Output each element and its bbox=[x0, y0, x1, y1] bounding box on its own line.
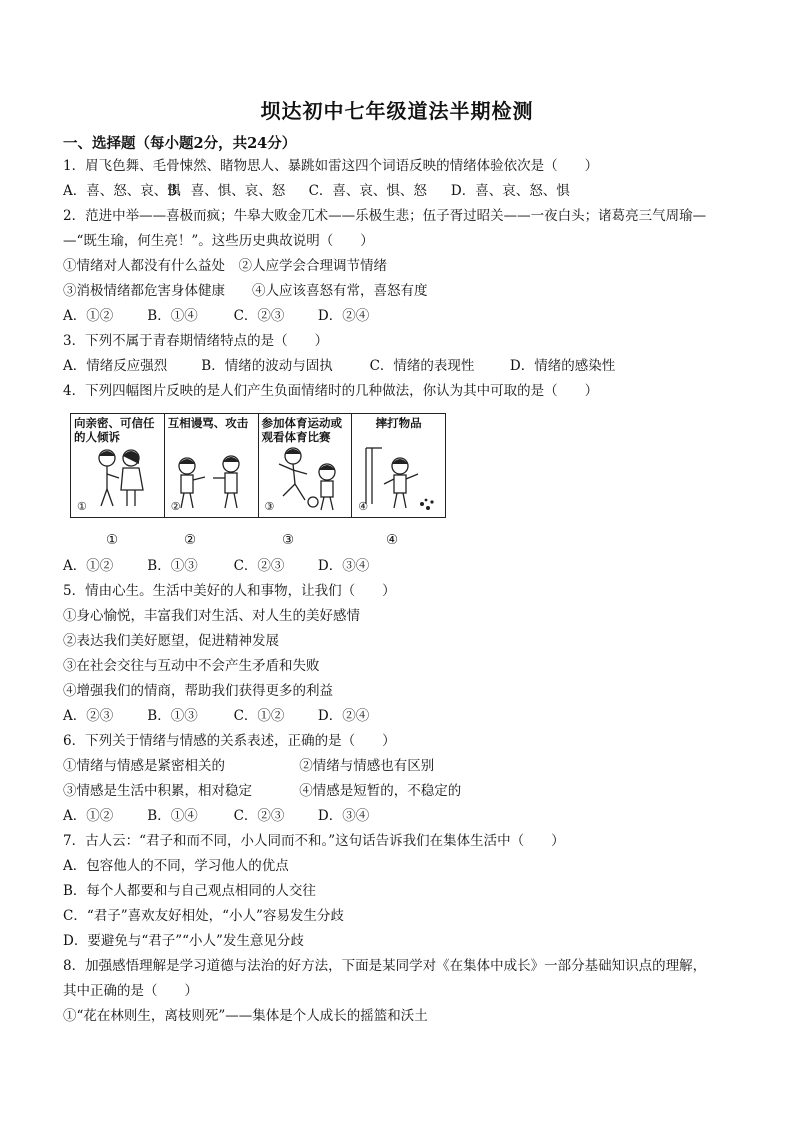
figure-label-1: ① bbox=[106, 532, 119, 548]
option-d: D．②④ bbox=[317, 708, 370, 724]
question-8-stem: 8．加强感悟理解是学习道德与法治的好方法，下面是某同学对《在集体中成长》一部分基础知识点的理解， bbox=[63, 958, 707, 974]
panel-caption: 互相谩骂、攻击 bbox=[167, 416, 249, 430]
panel-number: ② bbox=[170, 500, 181, 513]
question-6-items bbox=[63, 782, 461, 800]
option-a: A．②③ bbox=[63, 708, 114, 724]
question-2-stem: 2．范进中举——喜极而疯；牛皋大败金兀术——乐极生悲；伍子胥过昭关——一夜白头；诸葛亮三气周瑜— bbox=[63, 208, 707, 224]
option-d: D．②④ bbox=[317, 308, 370, 324]
figure-panel-3 bbox=[259, 414, 353, 517]
option-b: B．①③ bbox=[147, 708, 198, 724]
page-title: 坝达初中七年级道法半期检测 bbox=[260, 99, 534, 123]
question-7-stem: 7．古人云：“君子和而不同，小人同而不和。”这句话告诉我们在集体生活中（ ） bbox=[63, 833, 565, 849]
question-5-item: ①身心愉悦，丰富我们对生活、对人生的美好感情 bbox=[63, 608, 360, 624]
question-3-stem: 3．下列不属于青春期情绪特点的是（ ） bbox=[63, 333, 329, 349]
figure-label-3: ③ bbox=[282, 532, 295, 548]
panel-number: ③ bbox=[264, 500, 275, 513]
question-2-stem-continued: —“既生瑜，何生亮！”。这些历史典故说明（ ） bbox=[63, 233, 374, 249]
question-4-stem: 4．下列四幅图片反映的是人们产生负面情绪时的几种做法，你认为其中可取的是（ ） bbox=[63, 383, 599, 399]
question-7-option-b: B．每个人都要和与自己观点相同的人交往 bbox=[63, 883, 316, 899]
option-c: C．②③ bbox=[233, 558, 285, 574]
question-2-items: ③消极情绪都危害身体健康 ④人应该喜怒有常，喜怒有度 bbox=[63, 283, 428, 299]
option-b: B．①④ bbox=[147, 308, 198, 324]
option-b: B．①③ bbox=[147, 558, 198, 574]
question-6-items bbox=[63, 757, 434, 775]
question-4-figure bbox=[70, 413, 446, 518]
question-3-options bbox=[63, 357, 615, 375]
option-a: A．情绪反应强烈 bbox=[63, 358, 168, 374]
option-b: B．喜、惧、哀、怒 bbox=[167, 183, 286, 199]
option-c: C．②③ bbox=[233, 808, 285, 824]
question-7-option-d: D．要避免与“君子”“小人”发生意见分歧 bbox=[63, 933, 304, 949]
question-6-options bbox=[63, 807, 369, 825]
question-6-stem: 6．下列关于情绪与情感的关系表述，正确的是（ ） bbox=[63, 733, 396, 749]
option-c: C．情绪的表现性 bbox=[369, 358, 475, 374]
question-6-item: ①情绪与情感是紧密相关的 bbox=[63, 758, 225, 774]
option-b: B．情绪的波动与固执 bbox=[201, 358, 333, 374]
panel-caption: 参加体育运动或观看体育比赛 bbox=[261, 416, 342, 444]
question-1-options bbox=[63, 182, 570, 200]
figure-panel-1 bbox=[71, 414, 165, 517]
question-5-item: ④增强我们的情商，帮助我们获得更多的利益 bbox=[63, 683, 333, 699]
option-d: D．③④ bbox=[317, 808, 370, 824]
option-a: A．①② bbox=[63, 558, 114, 574]
question-6-item: ③情感是生活中积累，相对稳定 bbox=[63, 783, 252, 799]
question-6-item: ②情绪与情感也有区别 bbox=[299, 758, 435, 774]
question-5-item: ②表达我们美好愿望，促进精神发展 bbox=[63, 633, 279, 649]
question-1-stem: 1．眉飞色舞、毛骨悚然、睹物思人、暴跳如雷这四个词语反映的情绪体验依次是（ ） bbox=[63, 158, 599, 174]
figure-panel-2 bbox=[165, 414, 259, 517]
option-b: B．①④ bbox=[147, 808, 198, 824]
question-8-item: ①“花在林则生，离枝则死”——集体是个人成长的摇篮和沃土 bbox=[63, 1008, 428, 1024]
question-2-items: ①情绪对人都没有什么益处 ②人应学会合理调节情绪 bbox=[63, 258, 387, 274]
option-d: D．喜、哀、怒、惧 bbox=[450, 183, 570, 199]
option-c: C．②③ bbox=[233, 308, 285, 324]
option-d: D．③④ bbox=[317, 558, 370, 574]
question-2-options bbox=[63, 307, 369, 325]
question-6-item: ④情感是短暂的，不稳定的 bbox=[299, 783, 462, 799]
question-5-item: ③在社会交往与互动中不会产生矛盾和失败 bbox=[63, 658, 320, 674]
figure-label-2: ② bbox=[184, 532, 197, 548]
panel-number: ① bbox=[77, 500, 87, 513]
panel-caption: 向亲密、可信任的人倾诉 bbox=[74, 416, 155, 444]
option-d: D．情绪的感染性 bbox=[509, 358, 616, 374]
option-c: C．喜、哀、惧、怒 bbox=[308, 183, 427, 199]
figure-label-4: ④ bbox=[386, 532, 399, 548]
option-a: A．①② bbox=[63, 808, 114, 824]
panel-caption: 摔打物品 bbox=[375, 416, 422, 430]
question-5-stem: 5．情由心生。生活中美好的人和事物，让我们（ ） bbox=[63, 583, 396, 599]
panel-number: ④ bbox=[358, 500, 369, 513]
question-4-options bbox=[63, 557, 369, 575]
question-7-option-a: A．包容他人的不同，学习他人的优点 bbox=[63, 858, 289, 874]
question-8-stem-continued: 其中正确的是（ ） bbox=[63, 983, 198, 999]
section-heading: 一、选择题（每小题2分，共24分） bbox=[63, 135, 297, 152]
option-a: A．①② bbox=[63, 308, 114, 324]
question-5-options bbox=[63, 707, 369, 725]
option-a: A．喜、怒、哀、惧 bbox=[63, 183, 181, 199]
figure-panel-4 bbox=[352, 414, 445, 517]
question-7-option-c: C．“君子”喜欢友好相处，“小人”容易发生分歧 bbox=[63, 908, 344, 924]
option-c: C．①② bbox=[233, 708, 285, 724]
